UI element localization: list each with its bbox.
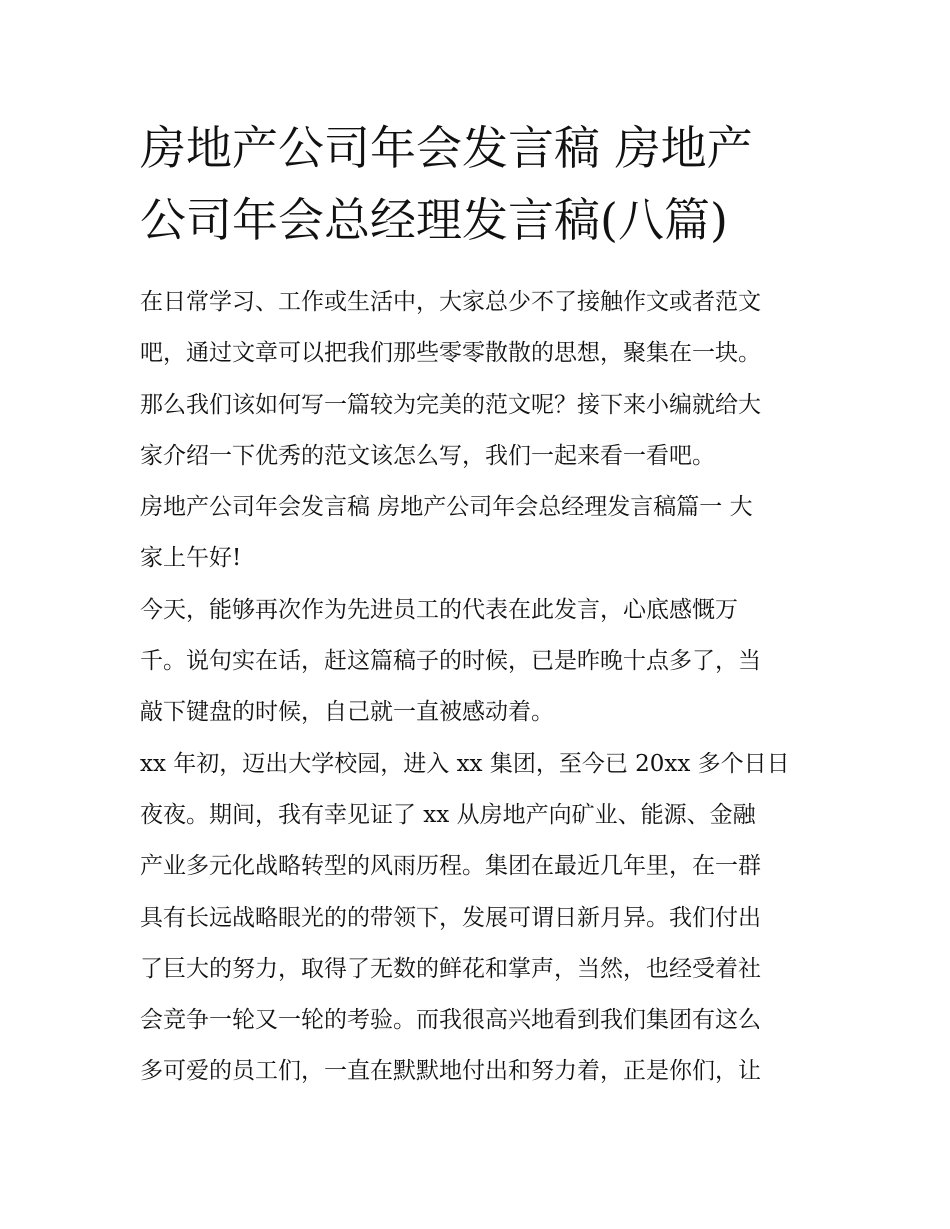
body-line: 多可爱的员工们，一直在默默地付出和努力着，正是你们，让: [140, 1058, 761, 1085]
body-line: 家介绍一下优秀的范文该怎么写，我们一起来看一看吧。: [140, 442, 715, 469]
body-line: 会竞争一轮又一轮的考验。而我很高兴地看到我们集团有这么: [140, 1007, 761, 1034]
body-line: 产业多元化战略转型的风雨历程。集团在最近几年里，在一群: [140, 853, 761, 880]
body-line: 敲下键盘的时候，自己就一直被感动着。: [140, 699, 554, 726]
title-line: 房地产公司年会发言稿 房地产: [140, 121, 753, 175]
body-line: 夜夜。期间，我有幸见证了 xx 从房地产向矿业、能源、金融: [140, 801, 756, 828]
body-line: 千。说句实在话，赶这篇稿子的时候，已是昨晚十点多了，当: [140, 648, 761, 675]
body-line: 吧，通过文章可以把我们那些零零散散的思想，聚集在一块。: [140, 340, 761, 367]
document-title: [140, 112, 820, 256]
body-line: 在日常学习、工作或生活中，大家总少不了接触作文或者范文: [140, 289, 761, 315]
body-line: 了巨大的努力，取得了无数的鲜花和掌声，当然，也经受着社: [140, 955, 761, 982]
body-line: 那么我们该如何写一篇较为完美的范文呢？接下来小编就给大: [140, 391, 761, 418]
body-line: 家上午好!: [140, 545, 242, 572]
body-line: 具有长远战略眼光的的带领下，发展可谓日新月异。我们付出: [140, 904, 761, 931]
body-line: 今天，能够再次作为先进员工的代表在此发言，心底感慨万: [140, 596, 738, 623]
body-line: 房地产公司年会发言稿 房地产公司年会总经理发言稿篇一 大: [140, 494, 753, 521]
document-body: [140, 282, 820, 1103]
body-line: xx 年初，迈出大学校园，进入 xx 集团，至今已 20xx 多个日日: [140, 750, 790, 777]
title-line: 公司年会总经理发言稿(八篇): [140, 193, 728, 247]
